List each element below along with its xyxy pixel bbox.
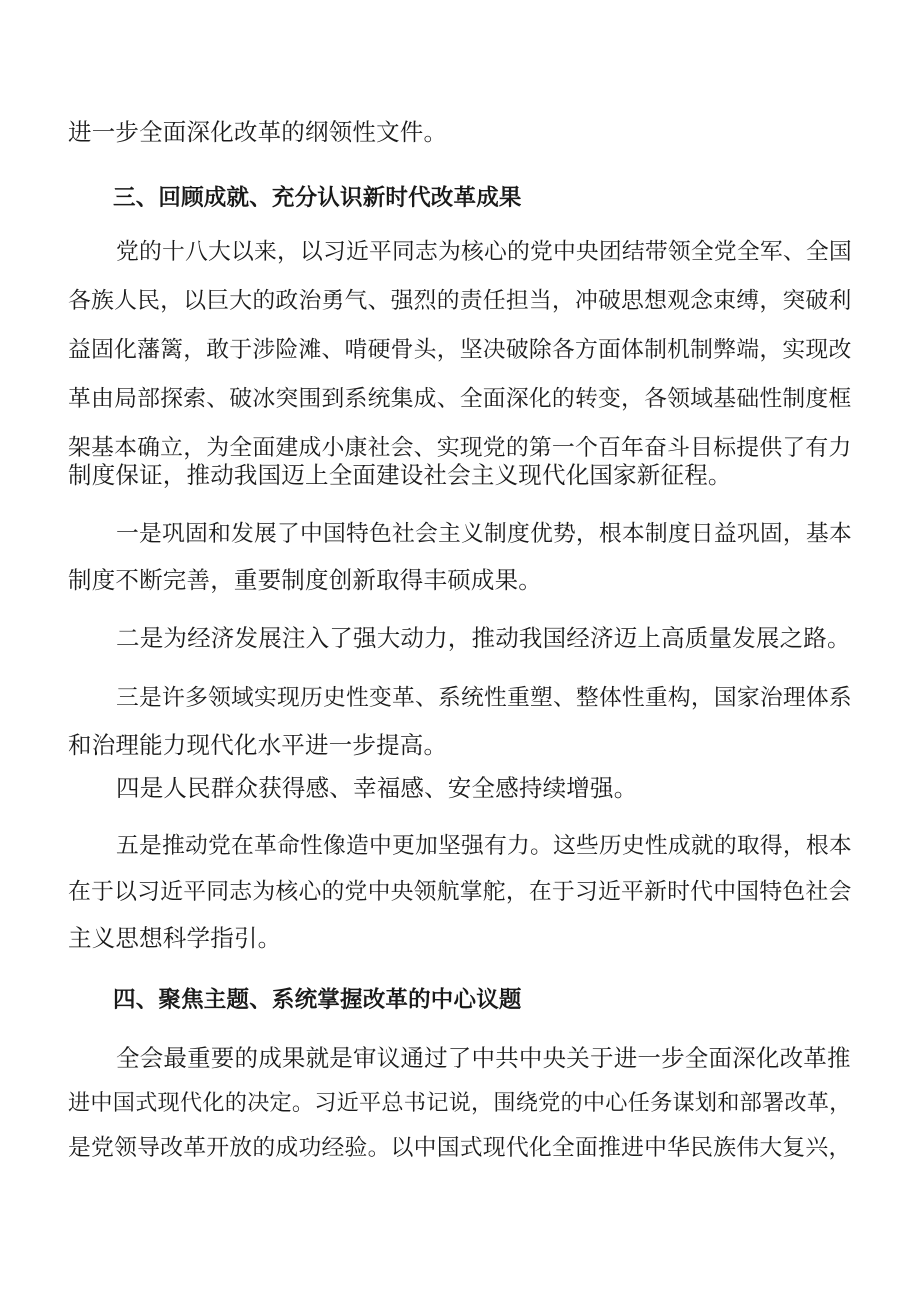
paragraph-first-line: 三是许多领域实现历史性变革、系统性重塑、整体性重构，国家治理体系 <box>116 685 852 711</box>
body-text-line: 架基本确立，为全面建成小康社会、实现党的第一个百年奋斗目标提供了有力 <box>68 435 852 461</box>
body-text-line: 是党领导改革开放的成功经验。以中国式现代化全面推进中华民族伟大复兴， <box>68 1135 852 1161</box>
paragraph-first-line: 四是人民群众获得感、幸福感、安全感持续增强。 <box>116 774 638 802</box>
body-text-line: 进一步全面深化改革的纲领性文件。 <box>68 118 448 146</box>
paragraph-first-line: 党的十八大以来，以习近平同志为核心的党中央团结带领全党全军、全国 <box>116 239 852 265</box>
body-text-line: 制度保证，推动我国迈上全面建设社会主义现代化国家新征程。 <box>68 461 732 489</box>
body-text-line: 主义思想科学指引。 <box>68 924 282 952</box>
section-heading: 三、回顾成就、充分认识新时代改革成果 <box>113 185 522 211</box>
paragraph-first-line: 二是为经济发展注入了强大动力，推动我国经济迈上高质量发展之路。 <box>116 624 851 652</box>
body-text-line: 进中国式现代化的决定。习近平总书记说，围绕党的中心任务谋划和部署改革， <box>68 1090 852 1116</box>
paragraph-first-line: 一是巩固和发展了中国特色社会主义制度优势，根本制度日益巩固，基本 <box>116 521 852 547</box>
body-text-line: 制度不断完善，重要制度创新取得丰硕成果。 <box>68 566 542 594</box>
body-text-line: 革由局部探索、破冰突围到系统集成、全面深化的转变，各领域基础性制度框 <box>68 386 852 412</box>
paragraph-first-line: 五是推动党在革命性像造中更加坚强有力。这些历史性成就的取得，根本 <box>116 833 852 859</box>
section-heading: 四、聚焦主题、系统掌握改革的中心议题 <box>113 987 522 1013</box>
body-text-line: 在于以习近平同志为核心的党中央领航掌舵，在于习近平新时代中国特色社会 <box>68 879 852 905</box>
body-text-line: 益固化藩篱，敢于涉险滩、啃硬骨头，坚决破除各方面体制机制弊端，实现改 <box>68 337 852 363</box>
paragraph-first-line: 全会最重要的成果就是审议通过了中共中央关于进一步全面深化改革推 <box>116 1044 851 1072</box>
body-text-line: 各族人民，以巨大的政治勇气、强烈的责任担当，冲破思想观念束缚，突破利 <box>68 288 852 314</box>
body-text-line: 和治理能力现代化水平进一步提高。 <box>68 731 448 759</box>
